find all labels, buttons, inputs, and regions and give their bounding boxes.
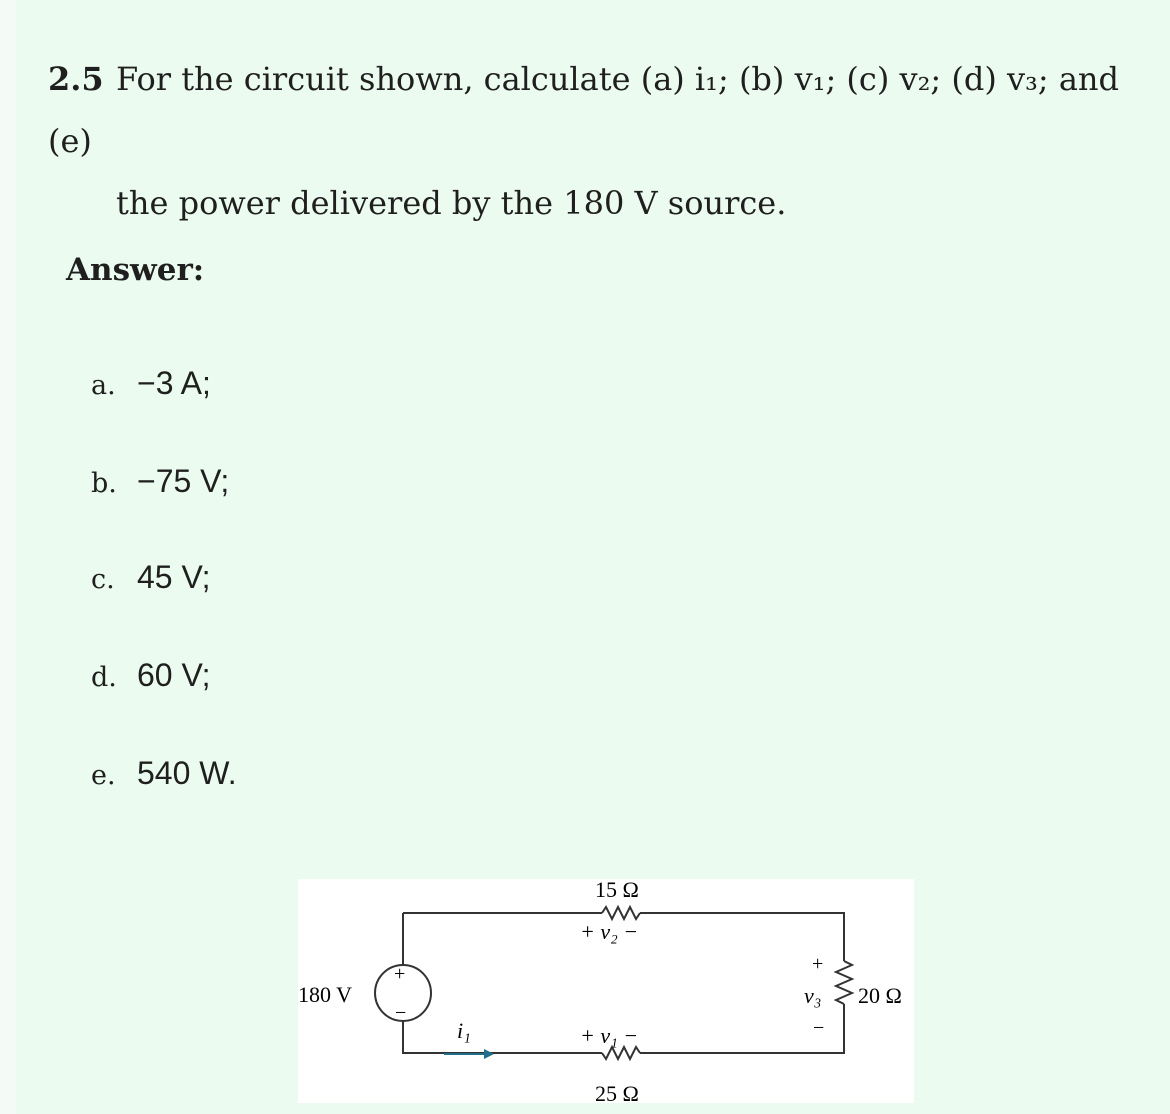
answer-item-d [91,656,211,694]
answer-letter: d. [91,662,117,693]
current-label: i₁ [457,1018,471,1043]
problem-line-2: the power delivered by the 180 V source. [116,184,787,222]
left-margin-strip [0,0,16,1114]
answer-letter: e. [91,760,116,791]
v2-label: + v₂ − [580,919,639,944]
answer-value: 540 W. [137,755,237,791]
circuit-figure [298,879,914,1103]
answer-heading: Answer: [66,252,205,288]
problem-statement [48,48,1148,234]
bottom-resistor-label: 25 Ω [595,1081,639,1103]
answer-item-b [91,462,229,500]
v3-minus-sign: − [813,1017,825,1039]
source-plus-sign: + [394,963,406,985]
circuit-diagram [298,879,914,1103]
source-minus-sign: − [395,1002,407,1024]
v3-plus-sign: + [812,953,824,975]
problem-text-1: For the circuit shown, calculate (a) i₁; (b) v₁; (c) v₂; (d) v₃; and (e) [48,60,1119,160]
answer-item-e [91,754,237,792]
v3-label: v₃ [804,983,822,1008]
answer-letter: b. [91,468,117,499]
answer-item-a [91,364,211,402]
top-resistor-15-ohm [602,907,640,919]
current-arrow-head [484,1049,494,1059]
right-resistor-20-ohm [836,961,852,1004]
answer-letter: a. [91,370,116,401]
source-label: 180 V [298,982,352,1007]
answer-letter: c. [91,564,115,595]
v1-label: + v₁ − [580,1023,639,1048]
bottom-wire-left [403,1021,602,1053]
top-resistor-label: 15 Ω [595,879,639,902]
answer-value: −3 A; [137,365,211,401]
answer-value: 45 V; [137,559,211,595]
problem-number: 2.5 [48,60,104,98]
problem-line-1 [48,48,1148,172]
right-resistor-label: 20 Ω [858,983,902,1008]
answer-value: 60 V; [137,657,211,693]
answer-value: −75 V; [137,463,230,499]
answer-item-c [91,558,211,596]
bottom-resistor-25-ohm [602,1047,640,1059]
